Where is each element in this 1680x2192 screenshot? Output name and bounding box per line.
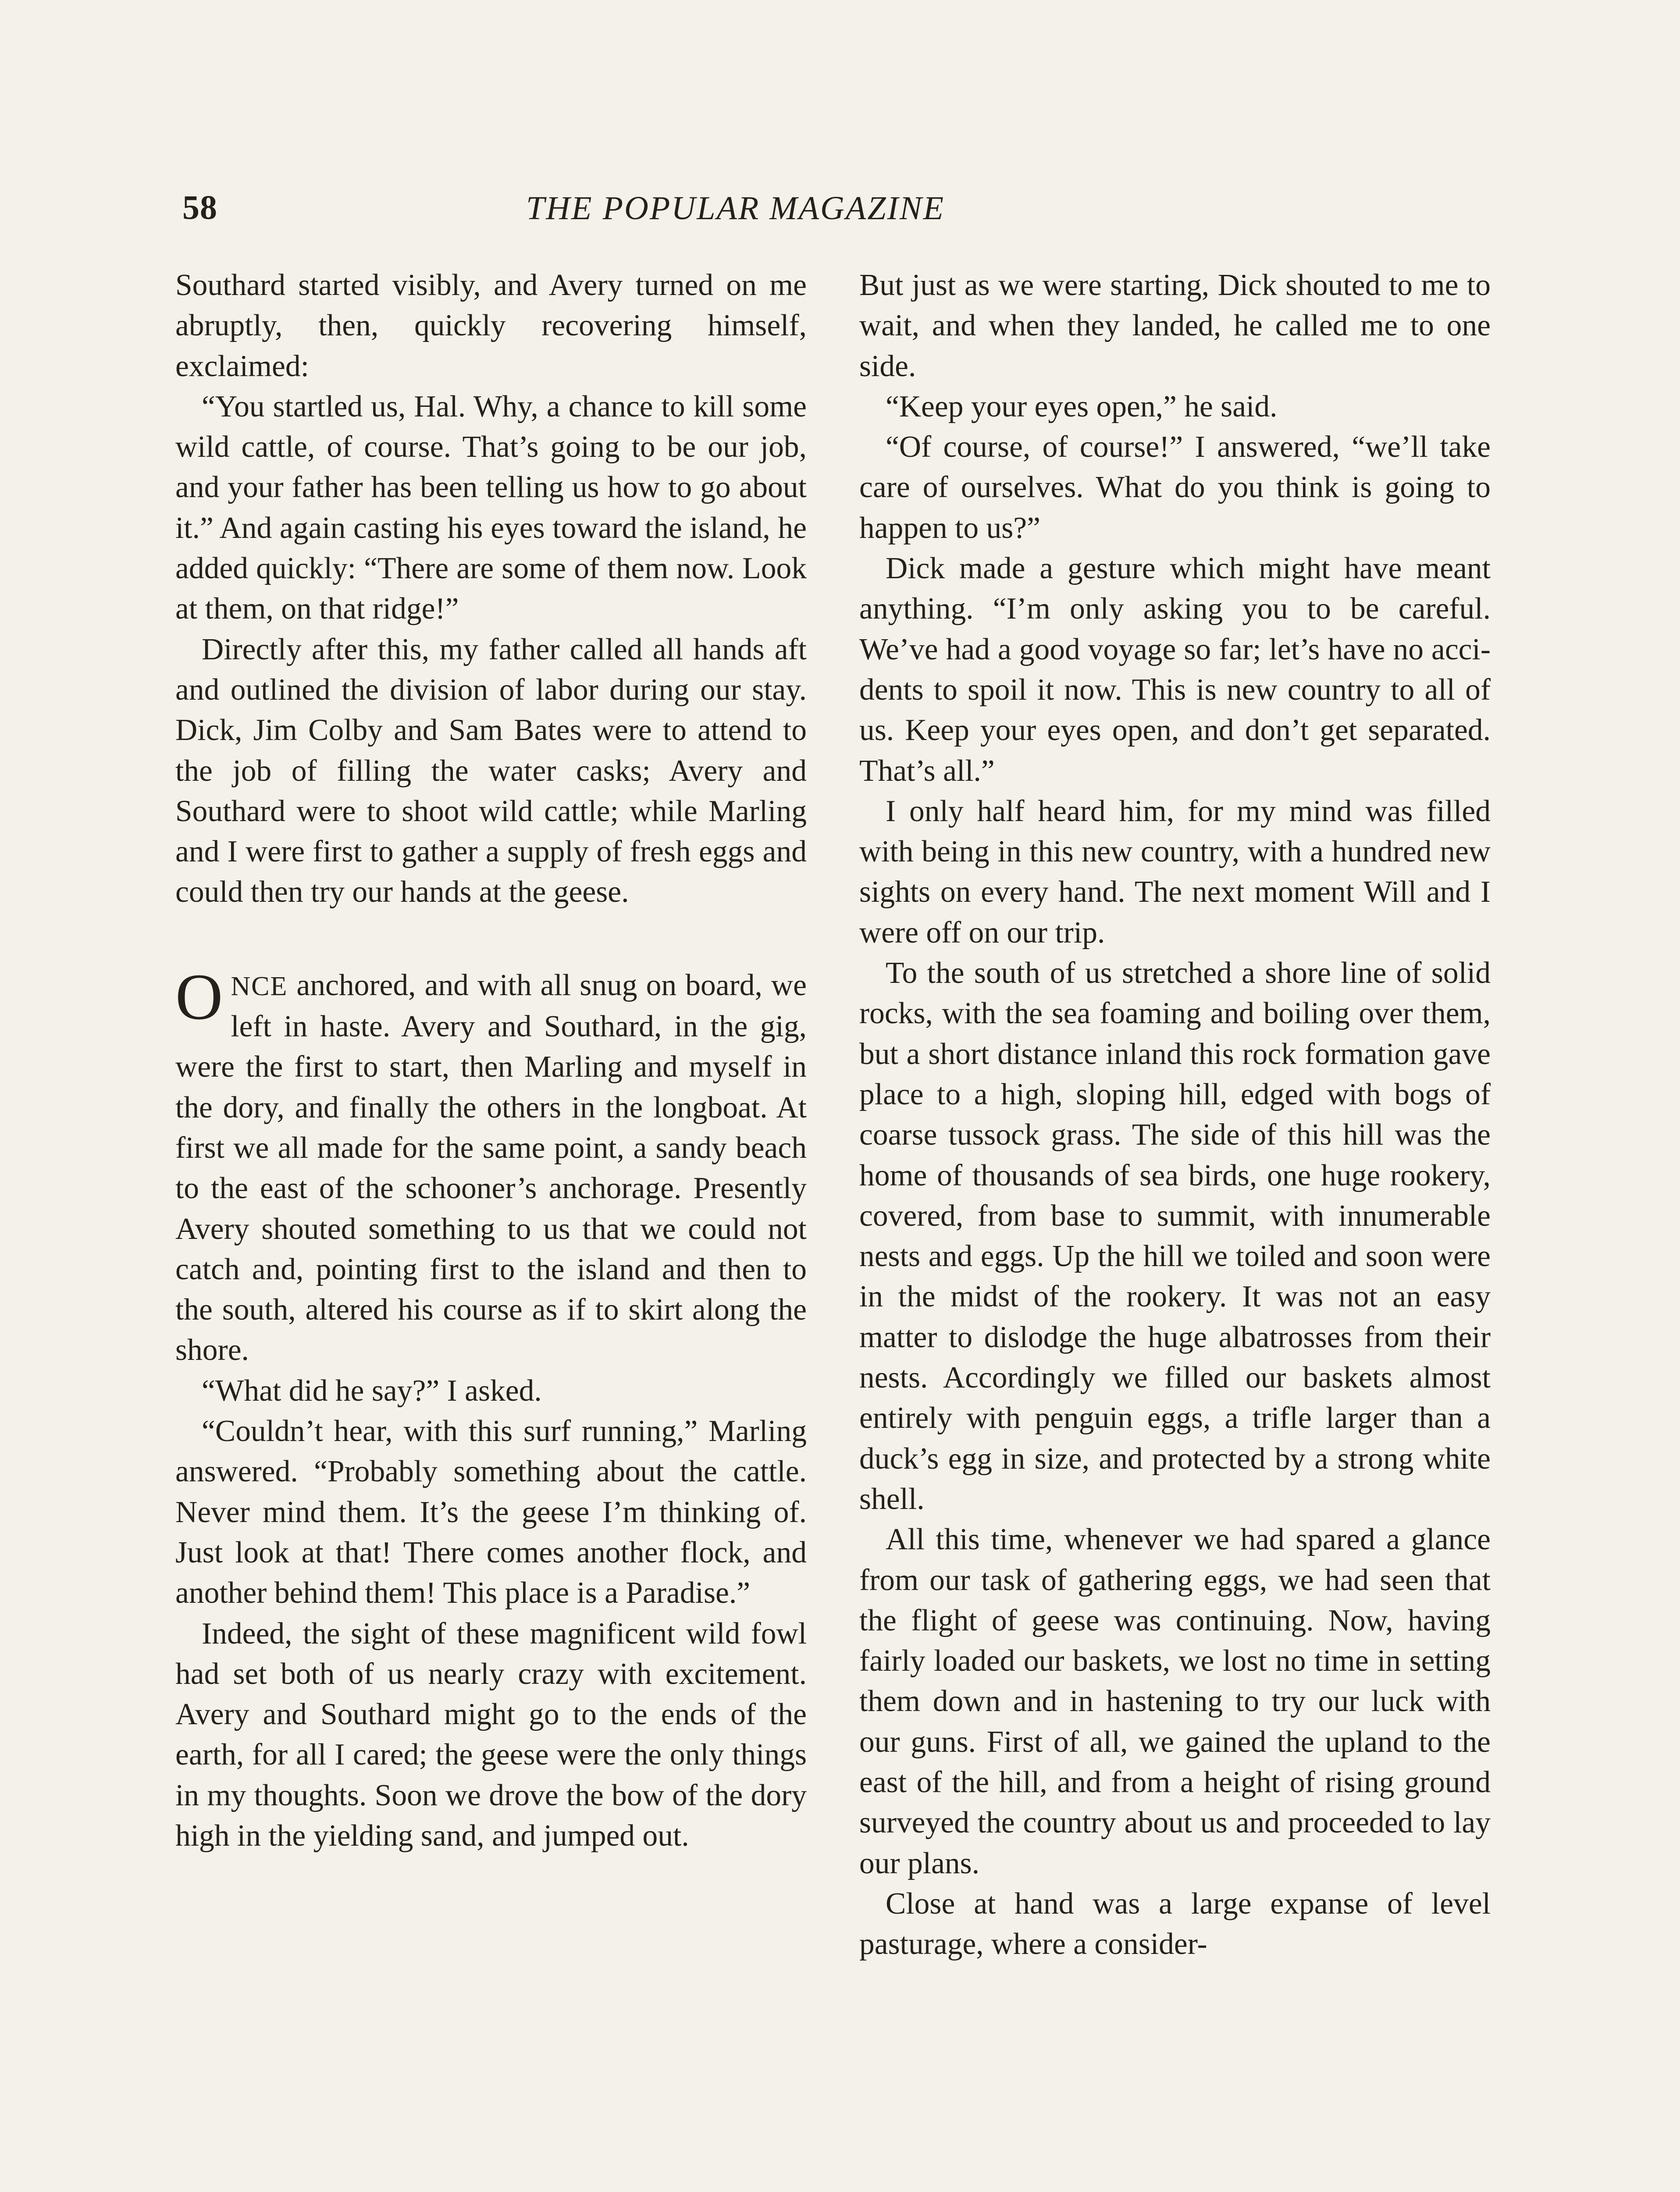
running-head-title: THE POPULAR MAGAZINE	[526, 190, 945, 227]
paragraph: Indeed, the sight of these magnificent wild fowl had set both of us nearly crazy with excitement. Avery and Southard might go to the ends of the earth, for all I cared; the geese were the only things in my thoughts. Soon we drove the bow of the dory high in the yielding sand, and jumped out.	[175, 1616, 807, 1853]
right-column	[859, 265, 1491, 1964]
small-caps-lead: NCE	[231, 971, 288, 1001]
paragraph: “Couldn’t hear, with this surf running,” Marling answered. “Probably something about the cattle. Never mind them. It’s the geese I’m thinking of. Just look at that! There comes another flock, and another behind them! This place is a Paradise.”	[175, 1414, 807, 1610]
paragraph: I only half heard him, for my mind was filled with being in this new country, with a hundred new sights on every hand. The next moment Will and I were off on our trip.	[859, 794, 1491, 950]
drop-cap: O	[175, 960, 223, 1033]
left-column	[175, 265, 807, 1856]
paragraph: Close at hand was a large expanse of level pasturage, where a consider-	[859, 1886, 1491, 1961]
paragraph: To the south of us stretched a shore line of solid rocks, with the sea foaming and boiling over them, but a short distance inland this rock formation gave place to a high, sloping hill, edged with bogs of coarse tussock grass. The side of this hill was the home of thousands of sea birds, one huge rookery, covered, from base to summit, with innumerable nests and eggs. Up the hill we toiled and soon were in the midst of the rookery. It was not an easy matter to dislodge the huge albatrosses from their nests. Accordingly we filled our baskets almost entirely with penguin eggs, a trifle larger than a duck’s egg in size, and protected by a strong white shell.	[859, 956, 1491, 1516]
paragraph: Dick made a gesture which might have meant anything. “I’m only asking you to be careful. We’ve had a good voyage so far; let’s have no accidents to spoil it now. This is new country to all of us. Keep your eyes open, and don’t get separated. That’s all.”	[859, 552, 1491, 788]
paragraph: “Keep your eyes open,” he said.	[886, 389, 1278, 423]
page-number: 58	[182, 188, 217, 226]
paragraph: Directly after this, my father called all hands aft and outlined the division of labor during our stay. Dick, Jim Colby and Sam Bates were to attend to the job of filling the water casks; Avery and Southard were to shoot wild cattle; while Marling and I were first to gather a supply of fresh eggs and could then try our hands at the geese.	[175, 632, 807, 909]
paragraph: “What did he say?” I asked.	[202, 1374, 542, 1408]
section-opening-paragraph	[175, 960, 807, 1371]
paragraph: All this time, whenever we had spared a glance from our task of gathering eggs, we had seen that the flight of geese was continuing. Now, having fairly loaded our baskets, we lost no time in setting them down and in hastening to try our luck with our guns. First of all, we gained the upland to the east of the hill, and from a height of rising ground surveyed the country about us and proceeded to lay our plans.	[859, 1523, 1491, 1880]
paragraph: But just as we were starting, Dick shouted to me to wait, and when they landed, he called me to one side.	[859, 268, 1491, 383]
paragraph: “You startled us, Hal. Why, a chance to kill some wild cattle, of course. That’s going to be our job, and your father has been telling us how to go about it.” And again casting his eyes toward the island, he added quickly: “There are some of them now. Look at them, on that ridge!”	[175, 389, 807, 626]
paragraph-text: anchored, and with all snug on board, we left in haste. Avery and Southard, in the gig, were the first to start, then Marling and myself in the dory, and finally the others in the longboat. At first we all made for the same point, a sandy beach to the east of the schooner’s anchorage. Presently Avery shouted something to us that we could not catch and, pointing first to the island and then to the south, altered his course as if to skirt along the shore.	[175, 968, 807, 1367]
paragraph: Southard started visibly, and Avery turned on me abruptly, then, quickly recovering himself, exclaimed:	[175, 268, 807, 383]
paragraph: “Of course, of course!” I answered, “we’ll take care of ourselves. What do you think is going to happen to us?”	[859, 430, 1491, 545]
